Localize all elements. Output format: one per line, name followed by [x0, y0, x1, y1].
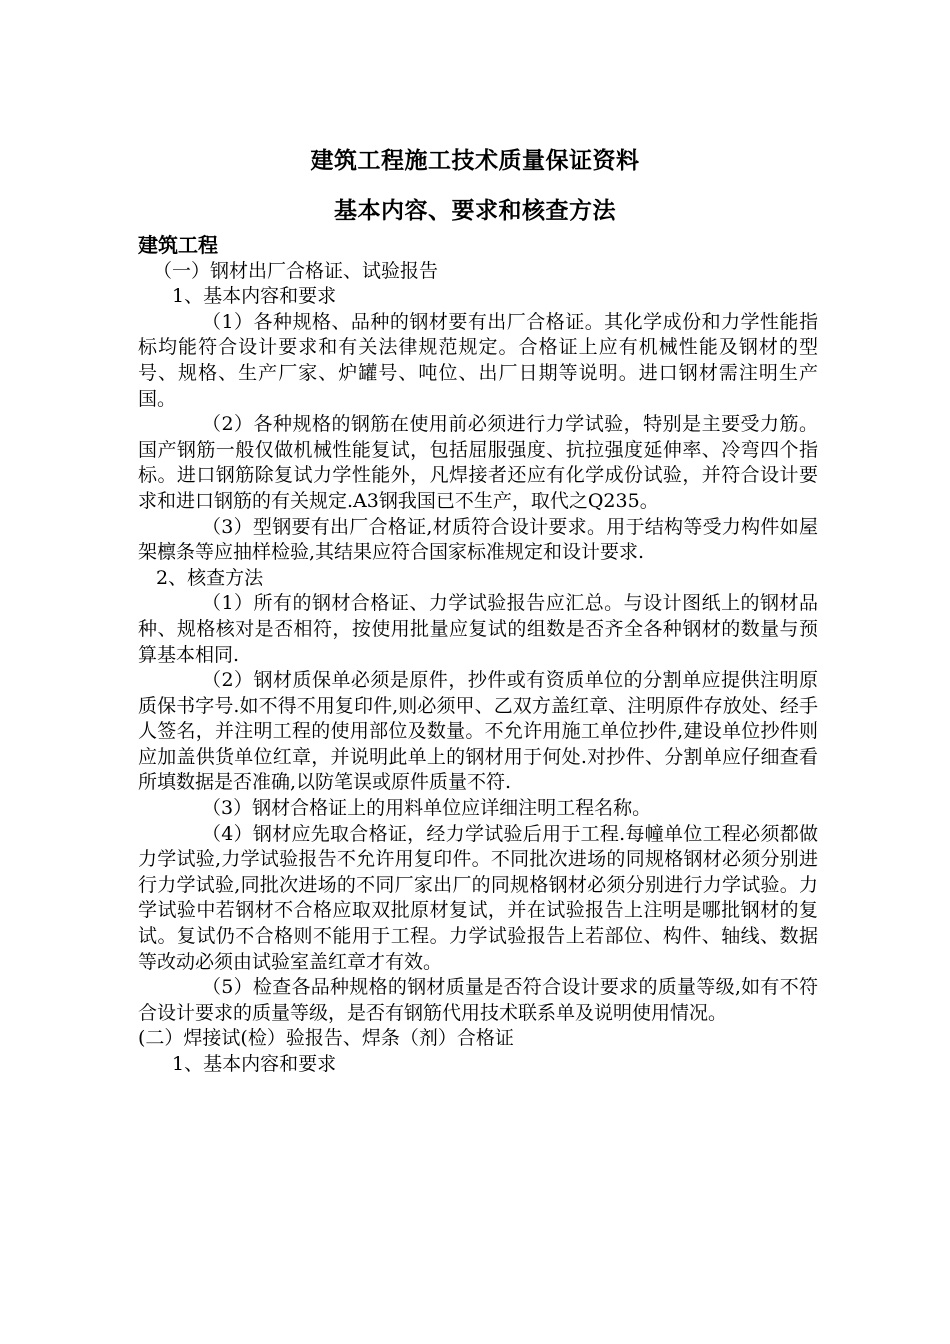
- document-paragraph: 1、基本内容和要求: [172, 1053, 337, 1075]
- document-paragraph: （3）钢材合格证上的用料单位应详细注明工程名称。: [202, 797, 652, 820]
- document-paragraph: 2、核查方法: [156, 566, 264, 589]
- document-title: 建筑工程施工技术质量保证资料: [310, 147, 640, 174]
- document-paragraph: （2）钢材质保单必须是原件，抄件或有资质单位的分割单应提供注明原质保书字号.如不得不用复印件,则必须甲、乙双方盖红章、注明原件存放处、经手人签名，并注明工程的使用部位及数量。不允许用施工单位抄件,建设单位抄件则应加盖供货单位红章，并说明此单上的钢材用于何处.对抄件、分割单应仔细查看所填数据是否准确,以防笔误或原件质量不符.: [138, 669, 818, 794]
- document-paragraph: （1）所有的钢材合格证、力学试验报告应汇总。与设计图纸上的钢材品种、规格核对是否相符，按使用批量应复试的组数是否齐全各种钢材的数量与预算基本相同.: [138, 592, 818, 666]
- document-paragraph: （2）各种规格的钢筋在使用前必须进行力学试验，特别是主要受力筋。国产钢筋一般仅做机械性能复试，包括屈服强度、抗拉强度延伸率、冷弯四个指标。进口钢筋除复试力学性能外，凡焊接者还应有化学成份试验，并符合设计要求和进口钢筋的有关规定.A3钢我国已不生产，取代之Q235。: [138, 413, 818, 512]
- document-paragraph: （3）型钢要有出厂合格证,材质符合设计要求。用于结构等受力构件如屋架檩条等应抽样检验,其结果应符合国家标准规定和设计要求.: [138, 515, 818, 564]
- document-body: [138, 233, 818, 1078]
- document-paragraph: 1、基本内容和要求: [172, 285, 337, 308]
- document-paragraph: （1）各种规格、品种的钢材要有出厂合格证。其化学成份和力学性能指标均能符合设计要求和有关法律规范规定。合格证上应有机械性能及钢材的型号、规格、生产厂家、炉罐号、吨位、出厂日期等说明。进口钢材需注明生产国。: [138, 310, 818, 410]
- document-subtitle: 基本内容、要求和核查方法: [334, 197, 616, 224]
- document-paragraph: （5）检查各品种规格的钢材质量是否符合设计要求的质量等级,如有不符合设计要求的质量等级，是否有钢筋代用技术联系单及说明使用情况。: [138, 976, 818, 1024]
- document-paragraph: （一）钢材出厂合格证、试验报告: [153, 259, 439, 282]
- document-paragraph: (二）焊接试(检）验报告、焊条（剂）合格证: [138, 1027, 514, 1050]
- section-heading: 建筑工程: [138, 233, 218, 257]
- document-paragraph: （4）钢材应先取合格证，经力学试验后用于工程.每幢单位工程必须都做力学试验,力学试验报告不允许用复印件。不同批次进场的同规格钢材必须分别进行力学试验,同批次进场的不同厂家出厂的同规格钢材必须分别进行力学试验。力学试验中若钢材不合格应取双批原材复试，并在试验报告上注明是哪批钢材的复试。复试仍不合格则不能用于工程。力学试验报告上若部位、构件、轴线、数据等改动必须由试验室盖红章才有效。: [138, 822, 818, 973]
